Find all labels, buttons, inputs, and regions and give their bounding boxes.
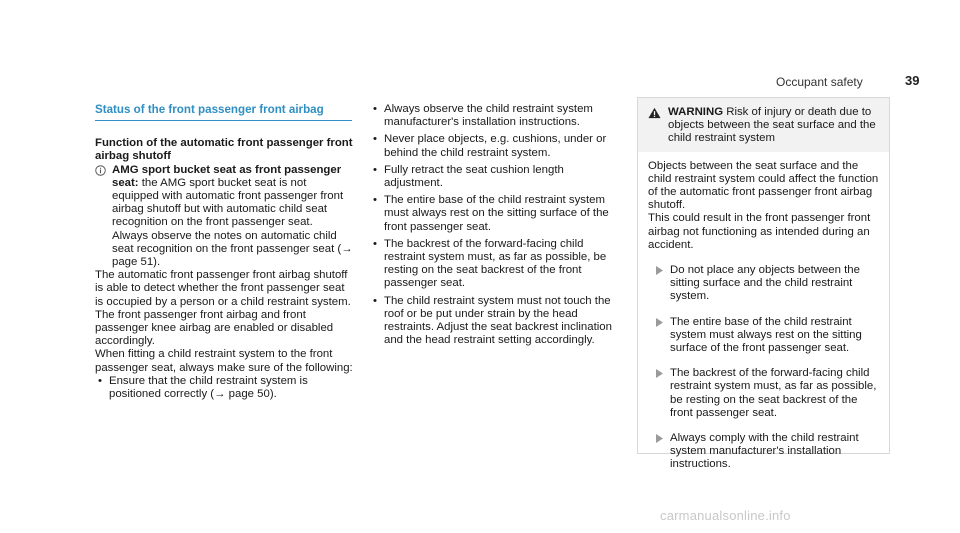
warning-step [648,367,879,420]
list-item: • The entire base of the child restraint system must always rest on the sitting surface of the front passenger seat. [370,194,622,234]
note-bold: AMG sport bucket seat as front passenger seat: [112,163,342,189]
arrow-right-icon [656,318,663,327]
list-item: • Always observe the child restraint system manufacturer's installation instructions. [370,103,622,129]
list-item: • Never place objects, e.g. cushions, under or behind the child restraint system. [370,133,622,159]
warning-header [638,98,889,152]
arrow-right-icon [656,266,663,275]
list-item: • Ensure that the child restraint system is positioned correctly (→ page 50). [95,375,353,401]
warning-label: WARNING [668,106,724,118]
paragraph-2: When fitting a child restraint system to the front passenger seat, always make sure of the following: [95,348,353,374]
warning-box [637,97,890,471]
info-note [95,164,353,270]
warning-head-text: Risk of injury or death due to objects between the seat surface and the child restraint system [668,106,876,145]
warning-body [638,152,889,472]
header-title: Occupant safety [776,75,863,89]
paragraph-1: The automatic front passenger front airbag shutoff is able to detect whether the front passenger seat is occupied by a person or a child restraint system. The front passenger front airbag and front passenger knee airbag are enabled or disabled accordingly. [95,269,351,348]
warning-icon [648,107,661,119]
section-title: Status of the front passenger front airbag [95,103,352,121]
warning-step-text: The backrest of the forward-facing child restraint system must, as far as possible, be resting on the seat backrest of the front passenger seat. [670,367,877,419]
list-item: • The backrest of the forward-facing child restraint system must, as far as possible, be resting on the seat backrest of the front passenger seat. [370,238,622,291]
note-text: the AMG sport bucket seat is not equipped with automatic front passenger front airbag shutoff but with automatic child seat recognition on the front passenger seat. [112,176,344,229]
warning-body-2: This could result in the front passenger front airbag not functioning as intended during an accident. [648,212,871,251]
warning-step-text: Always comply with the child restraint system manufacturer's installation instructions. [670,432,859,471]
warning-body-1: Objects between the seat surface and the child restraint system could affect the function of the automatic front passenger front airbag shutoff. [648,159,879,212]
watermark: carmanualsonline.info [660,508,791,523]
note-text-2: Always observe the notes on automatic child seat recognition on the front passenger seat (→ page 51). [112,229,353,269]
list-item: • The child restraint system must not touch the roof or be put under strain by the head restraints. Adjust the seat backrest inclination and the head restraint setting accordingly. [370,295,622,348]
arrow-right-icon [656,434,663,443]
list-item: • Fully retract the seat cushion length adjustment. [370,164,622,190]
middle-column [370,103,622,351]
warning-step-text: The entire base of the child restraint system must always rest on the sitting surface of the front passenger seat. [670,315,862,355]
left-column [95,103,353,401]
warning-step [648,432,879,472]
subheading: Function of the automatic front passenger front airbag shutoff [95,137,353,163]
info-icon [95,165,106,176]
warning-step [648,264,879,304]
arrow-right-icon [656,369,663,378]
warning-step [648,316,879,356]
warning-step-text: Do not place any objects between the sitting surface and the child restraint system. [670,264,860,303]
page-number: 39 [905,73,920,88]
